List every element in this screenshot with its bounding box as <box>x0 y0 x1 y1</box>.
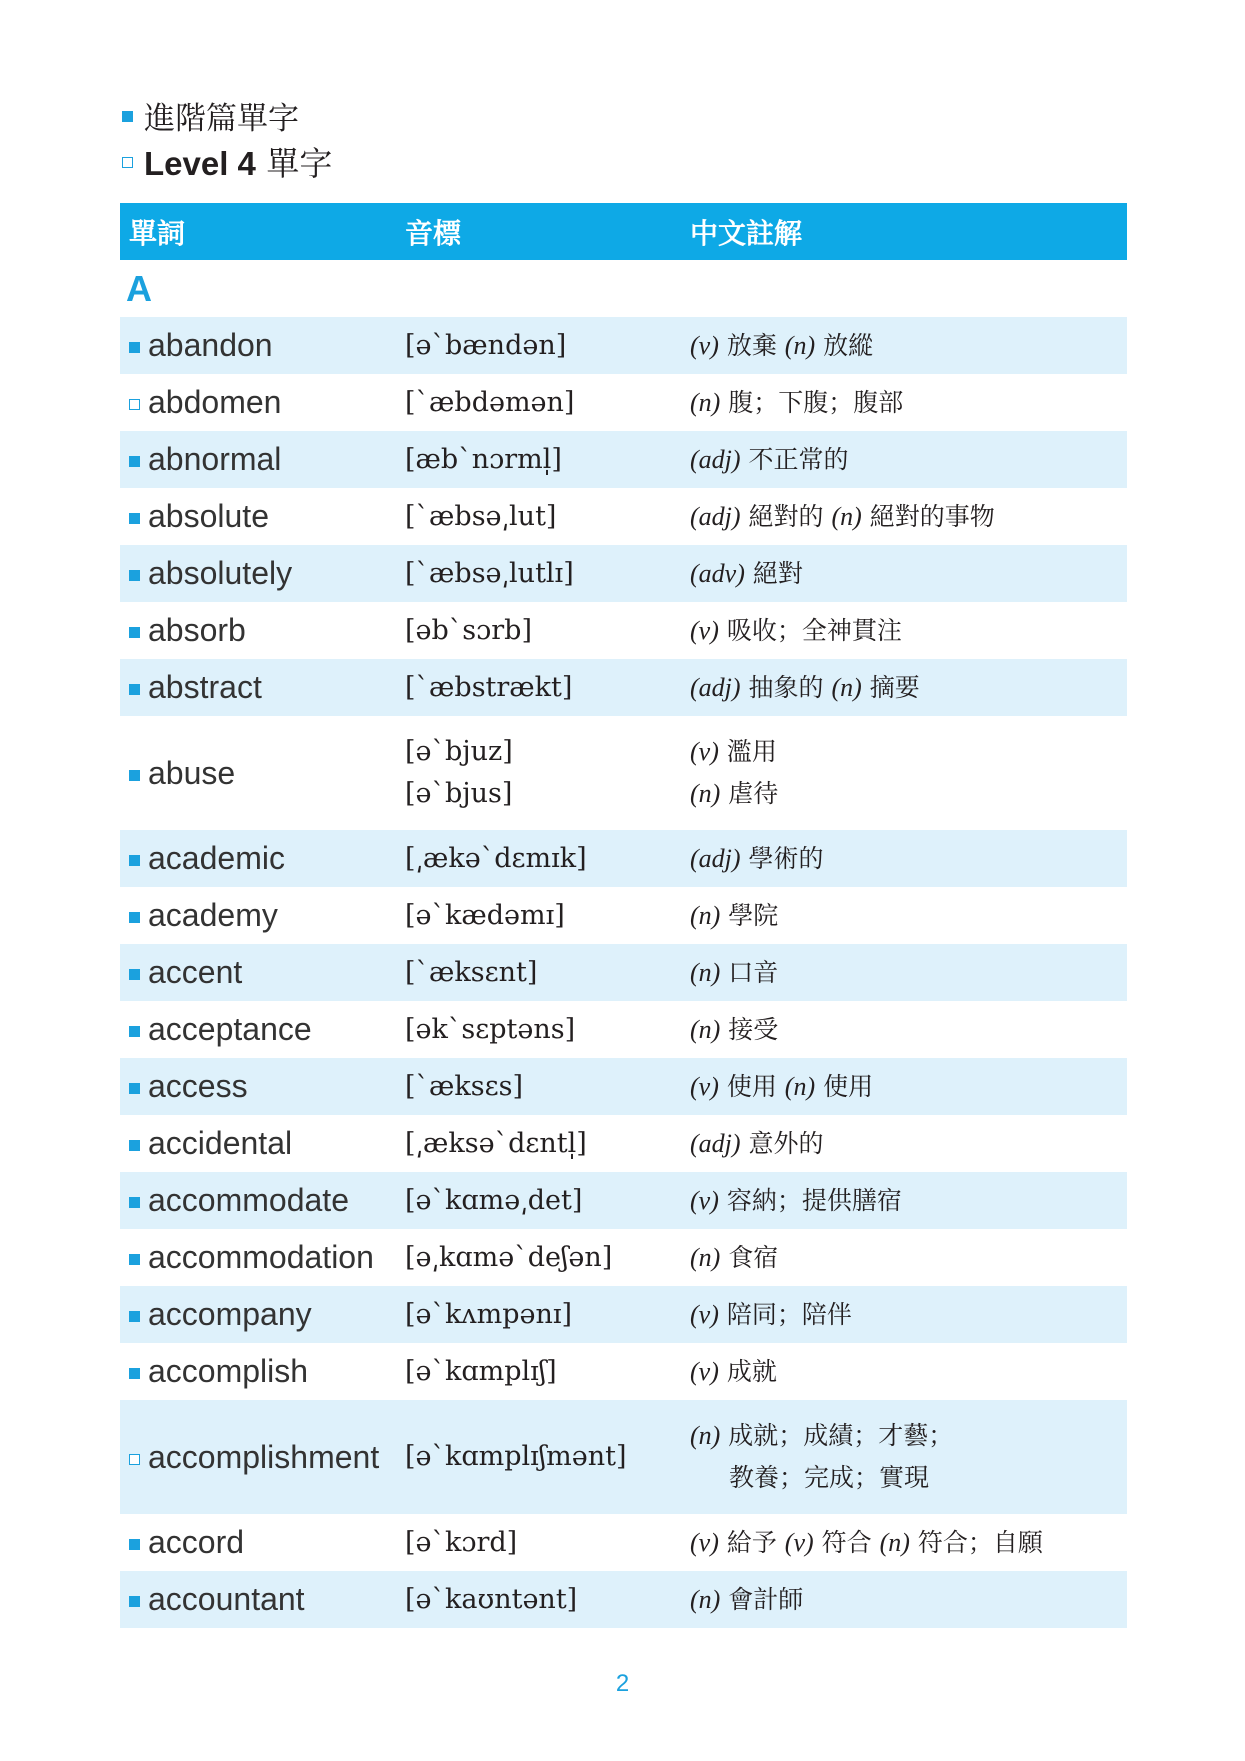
word-cell <box>120 1581 405 1618</box>
phonetic: [ə`kædəmɪ] <box>405 899 565 931</box>
table-row <box>120 317 1127 374</box>
meaning: 會計師 <box>728 1584 804 1614</box>
table-row <box>120 1001 1127 1058</box>
table-row <box>120 830 1127 887</box>
table-row <box>120 1286 1127 1343</box>
meaning: 摘要 <box>869 672 920 702</box>
phonetic-cell <box>405 1579 690 1621</box>
word-cell <box>120 1125 405 1162</box>
word: access <box>148 1068 248 1104</box>
definition-line <box>690 382 1127 424</box>
definition-line <box>690 895 1127 937</box>
phonetic-cell <box>405 731 690 815</box>
phonetic: [`æksɛs] <box>405 1070 524 1102</box>
word: abandon <box>148 327 273 363</box>
meaning: 學術的 <box>748 843 824 873</box>
meaning: 符合；自願 <box>917 1527 1043 1557</box>
definition-cell <box>690 895 1127 937</box>
filled-square-icon <box>129 1026 140 1037</box>
hollow-square-icon <box>129 399 140 410</box>
definition-cell <box>690 1066 1127 1108</box>
definition-cell <box>690 1180 1127 1222</box>
definition-cell <box>690 1415 1127 1499</box>
section-letter: A <box>126 267 153 309</box>
part-of-speech: (n) <box>784 330 816 360</box>
table-row <box>120 431 1127 488</box>
table-row <box>120 1514 1127 1571</box>
part-of-speech: (v) <box>690 615 719 645</box>
table-row <box>120 944 1127 1001</box>
meaning: 絕對的事物 <box>869 501 995 531</box>
part-of-speech: (adj) <box>690 843 741 873</box>
definition-cell <box>690 1579 1127 1621</box>
definition-line <box>690 1009 1127 1051</box>
word-cell <box>120 498 405 535</box>
meaning: 放縱 <box>823 330 874 360</box>
definition-line <box>690 1294 1127 1336</box>
definition-line <box>690 1066 1127 1108</box>
definition-line <box>690 1180 1127 1222</box>
word-cell <box>120 327 405 364</box>
phonetic: [`æbsə͵lutlɪ] <box>405 557 574 589</box>
phonetic-cell <box>405 610 690 652</box>
legend-level4-label: Level 4 單字 <box>144 143 333 183</box>
phonetic: [`æbsə͵lut] <box>405 500 557 532</box>
word: academic <box>148 840 285 876</box>
phonetic: [ə`kaʊntənt] <box>405 1583 578 1615</box>
meaning: 容納；提供膳宿 <box>726 1185 902 1215</box>
vocabulary-table <box>120 203 1127 1628</box>
word-cell <box>120 1296 405 1333</box>
meaning: 學院 <box>728 900 779 930</box>
definition-line <box>690 610 1127 652</box>
part-of-speech: (v) <box>690 1356 719 1386</box>
header-definition: 中文註解 <box>690 216 803 250</box>
filled-square-icon <box>129 1596 140 1607</box>
definition-cell <box>690 1522 1127 1564</box>
definition-cell <box>690 553 1127 595</box>
part-of-speech: (v) <box>690 1527 719 1557</box>
filled-square-icon <box>129 1197 140 1208</box>
meaning: 成就 <box>726 1356 777 1386</box>
part-of-speech: (n) <box>690 387 721 417</box>
word-cell <box>120 669 405 706</box>
definition-cell <box>690 731 1127 815</box>
phonetic-cell <box>405 553 690 595</box>
part-of-speech: (adj) <box>690 672 741 702</box>
definition-cell <box>690 610 1127 652</box>
filled-square-icon <box>129 1254 140 1265</box>
part-of-speech: (n) <box>831 501 862 531</box>
definition-line <box>690 1237 1127 1279</box>
meaning: 放棄 <box>726 330 777 360</box>
definition-line <box>690 1123 1127 1165</box>
part-of-speech: (n) <box>690 1584 721 1614</box>
part-of-speech: (adj) <box>690 444 741 474</box>
filled-square-icon <box>129 1368 140 1379</box>
definition-cell <box>690 1351 1127 1393</box>
table-row <box>120 1571 1127 1628</box>
part-of-speech: (n) <box>831 672 862 702</box>
phonetic-cell <box>405 382 690 424</box>
meaning: 口音 <box>728 957 779 987</box>
part-of-speech: (v) <box>690 737 719 766</box>
phonetic: [ə`kɑmplɪʃmənt] <box>405 1441 627 1472</box>
part-of-speech: (n) <box>690 900 721 930</box>
word-cell <box>120 1011 405 1048</box>
legend-advanced-label: 進階篇單字 <box>144 100 299 137</box>
definition-cell <box>690 667 1127 709</box>
phonetic-cell <box>405 1522 690 1564</box>
word: abdomen <box>148 384 282 420</box>
word: accent <box>148 954 243 990</box>
filled-square-icon <box>129 456 140 467</box>
word: abnormal <box>148 441 282 477</box>
definition-cell <box>690 952 1127 994</box>
word-cell <box>120 755 405 792</box>
header-word: 單詞 <box>129 216 186 250</box>
part-of-speech: (n) <box>690 1421 721 1450</box>
part-of-speech: (adj) <box>690 1128 741 1158</box>
phonetic-cell <box>405 838 690 880</box>
phonetic-cell <box>405 1009 690 1051</box>
meaning: 教養；完成；實現 <box>729 1463 930 1492</box>
part-of-speech: (n) <box>690 1014 721 1044</box>
filled-square-icon <box>129 969 140 980</box>
filled-square-icon <box>129 342 140 353</box>
word: acceptance <box>148 1011 312 1047</box>
word-cell <box>120 555 405 592</box>
filled-square-icon <box>129 770 140 781</box>
word: accord <box>148 1524 245 1560</box>
word: accountant <box>148 1581 305 1617</box>
word-cell <box>120 1182 405 1219</box>
word-cell <box>120 840 405 877</box>
definition-line <box>690 1457 1127 1499</box>
meaning: 符合 <box>821 1527 872 1557</box>
definition-line <box>690 1522 1127 1564</box>
phonetic: [͵æksə`dɛntl̩] <box>405 1127 587 1159</box>
filled-square-icon <box>129 1140 140 1151</box>
part-of-speech: (n) <box>879 1527 910 1557</box>
definition-cell <box>690 1237 1127 1279</box>
phonetic: [`æbstrækt] <box>405 671 573 703</box>
phonetic-cell <box>405 895 690 937</box>
definition-cell <box>690 496 1127 538</box>
meaning: 絕對的 <box>748 501 824 531</box>
part-of-speech: (n) <box>690 957 721 987</box>
table-row <box>120 488 1127 545</box>
section-letter-row <box>120 260 1127 317</box>
definition-cell <box>690 439 1127 481</box>
word: accomplish <box>148 1353 309 1389</box>
meaning: 不正常的 <box>748 444 849 474</box>
phonetic: [əb`sɔrb] <box>405 614 532 646</box>
definition-line <box>690 553 1127 595</box>
meaning: 給予 <box>726 1527 777 1557</box>
table-body <box>120 317 1127 1628</box>
word-cell <box>120 1524 405 1561</box>
legend-level4 <box>122 138 332 184</box>
phonetic-cell <box>405 1351 690 1393</box>
phonetic-cell <box>405 667 690 709</box>
word: abstract <box>148 669 262 705</box>
word: accommodate <box>148 1182 349 1218</box>
header-phonetic: 音標 <box>405 216 462 250</box>
word: accompany <box>148 1296 312 1332</box>
table-header <box>120 203 1127 260</box>
definition-line <box>690 1351 1127 1393</box>
meaning: 腹；下腹；腹部 <box>728 387 904 417</box>
phonetic: [ə`bjuz] <box>405 736 513 767</box>
phonetic: [ə`bjus] <box>405 778 513 809</box>
part-of-speech: (v) <box>690 1185 719 1215</box>
page-number: 2 <box>615 1670 630 1697</box>
word: absolute <box>148 498 269 534</box>
definition-line <box>690 667 1127 709</box>
definition-line <box>690 773 1127 815</box>
filled-square-icon <box>129 855 140 866</box>
meaning: 食宿 <box>728 1242 779 1272</box>
part-of-speech: (adj) <box>690 501 741 531</box>
definition-line <box>690 325 1127 367</box>
part-of-speech: (v) <box>784 1527 814 1557</box>
definition-cell <box>690 1123 1127 1165</box>
table-row <box>120 716 1127 830</box>
definition-line <box>690 1579 1127 1621</box>
table-row <box>120 659 1127 716</box>
table-row <box>120 1115 1127 1172</box>
part-of-speech: (v) <box>690 330 719 360</box>
word-cell <box>120 612 405 649</box>
word: absolutely <box>148 555 293 591</box>
word: abuse <box>148 754 236 791</box>
definition-cell <box>690 1009 1127 1051</box>
part-of-speech: (v) <box>690 1071 719 1101</box>
filled-square-icon <box>129 513 140 524</box>
meaning: 使用 <box>726 1071 777 1101</box>
part-of-speech: (n) <box>690 1242 721 1272</box>
phonetic: [ə`kɑmplɪʃ] <box>405 1355 557 1387</box>
hollow-square-icon <box>129 1454 140 1465</box>
filled-square-icon <box>129 1539 140 1550</box>
table-row <box>120 1343 1127 1400</box>
phonetic: [æb`nɔrml̩] <box>405 443 562 475</box>
definition-line <box>690 1415 1127 1457</box>
phonetic-cell <box>405 952 690 994</box>
meaning: 吸收；全神貫注 <box>726 615 902 645</box>
phonetic-cell <box>405 1436 690 1478</box>
filled-square-icon <box>129 1083 140 1094</box>
legend-advanced <box>122 92 332 138</box>
legend <box>122 92 332 184</box>
word-cell <box>120 1068 405 1105</box>
word-cell <box>120 441 405 478</box>
definition-line <box>690 731 1127 773</box>
phonetic: [͵ækə`dɛmɪk] <box>405 842 587 874</box>
phonetic: [`æbdəmən] <box>405 386 575 418</box>
table-row <box>120 1229 1127 1286</box>
definition-line <box>690 439 1127 481</box>
table-row <box>120 1400 1127 1514</box>
table-row <box>120 545 1127 602</box>
phonetic-cell <box>405 439 690 481</box>
table-row <box>120 602 1127 659</box>
definition-line <box>690 496 1127 538</box>
phonetic: [ə`kɔrd] <box>405 1526 518 1558</box>
definition-cell <box>690 1294 1127 1336</box>
part-of-speech: (n) <box>690 779 721 808</box>
filled-square-icon <box>129 912 140 923</box>
meaning: 接受 <box>728 1014 779 1044</box>
table-row <box>120 1058 1127 1115</box>
phonetic-cell <box>405 1180 690 1222</box>
filled-square-icon <box>129 627 140 638</box>
definition-cell <box>690 325 1127 367</box>
phonetic: [ə`kʌmpənɪ] <box>405 1298 573 1330</box>
word: accommodation <box>148 1239 374 1275</box>
word-cell <box>120 1239 405 1276</box>
meaning: 虐待 <box>728 779 779 808</box>
definition-cell <box>690 838 1127 880</box>
phonetic-cell <box>405 1237 690 1279</box>
definition-line <box>690 952 1127 994</box>
meaning: 使用 <box>823 1071 874 1101</box>
word: accidental <box>148 1125 293 1161</box>
definition-cell <box>690 382 1127 424</box>
meaning: 濫用 <box>726 737 777 766</box>
definition-line <box>690 838 1127 880</box>
filled-square-icon <box>129 684 140 695</box>
part-of-speech: (v) <box>690 1299 719 1329</box>
table-row <box>120 887 1127 944</box>
phonetic-cell <box>405 1066 690 1108</box>
table-row <box>120 374 1127 431</box>
word-cell <box>120 384 405 421</box>
phonetic: [ə͵kɑmə`deʃən] <box>405 1241 613 1273</box>
phonetic-cell <box>405 325 690 367</box>
meaning: 陪同；陪伴 <box>726 1299 852 1329</box>
word-cell <box>120 897 405 934</box>
filled-square-icon <box>129 1311 140 1322</box>
word: academy <box>148 897 278 933</box>
filled-square-icon <box>129 570 140 581</box>
phonetic-cell <box>405 496 690 538</box>
word: accomplishment <box>148 1438 380 1475</box>
table-row <box>120 1172 1127 1229</box>
meaning: 絕對 <box>752 558 803 588</box>
part-of-speech: (adv) <box>690 558 745 588</box>
word: absorb <box>148 612 246 648</box>
meaning: 成就；成績；才藝； <box>728 1421 954 1450</box>
part-of-speech: (n) <box>784 1071 816 1101</box>
hollow-square-icon <box>122 157 133 168</box>
meaning: 意外的 <box>748 1128 824 1158</box>
phonetic: [`æksɛnt] <box>405 956 538 988</box>
phonetic-cell <box>405 1123 690 1165</box>
meaning: 抽象的 <box>748 672 824 702</box>
word-cell <box>120 1353 405 1390</box>
phonetic: [ə`bændən] <box>405 329 567 361</box>
word-cell <box>120 1439 405 1476</box>
word-cell <box>120 954 405 991</box>
phonetic: [ək`sɛptəns] <box>405 1013 576 1045</box>
filled-square-icon <box>122 111 133 122</box>
phonetic-cell <box>405 1294 690 1336</box>
phonetic: [ə`kɑmə͵det] <box>405 1184 583 1216</box>
